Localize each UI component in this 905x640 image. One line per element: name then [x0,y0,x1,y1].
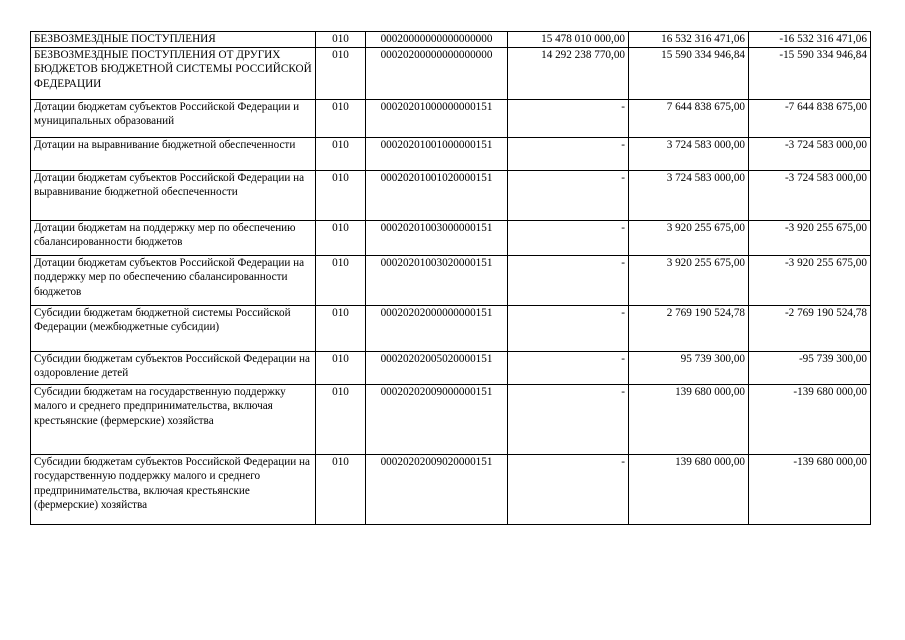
row-plan: - [508,351,629,384]
table-row [31,137,871,170]
row-kbk: 00020200000000000000 [366,47,508,99]
row-plan: 14 292 238 770,00 [508,47,629,99]
row-kbk: 00020000000000000000 [366,32,508,48]
table-row [31,255,871,305]
row-plan: - [508,454,629,524]
row-name: БЕЗВОЗМЕЗДНЫЕ ПОСТУПЛЕНИЯ [31,32,316,48]
row-code: 010 [316,170,366,220]
row-name: Дотации бюджетам субъектов Российской Федерации и муниципальных образований [31,99,316,137]
row-code: 010 [316,47,366,99]
table-row [31,220,871,255]
row-name: Дотации бюджетам субъектов Российской Федерации на выравнивание бюджетной обеспеченности [31,170,316,220]
row-name: Субсидии бюджетам субъектов Российской Федерации на государственную поддержку малого и среднего предпринимательства, включая крестьянские (фермерские) хозяйства [31,454,316,524]
row-name: Субсидии бюджетам на государственную поддержку малого и среднего предпринимательства, включая крестьянские (фермерские) хозяйства [31,384,316,454]
row-diff: -7 644 838 675,00 [749,99,871,137]
row-fact: 3 724 583 000,00 [629,137,749,170]
row-code: 010 [316,255,366,305]
row-name: БЕЗВОЗМЕЗДНЫЕ ПОСТУПЛЕНИЯ ОТ ДРУГИХ БЮДЖЕТОВ БЮДЖЕТНОЙ СИСТЕМЫ РОССИЙСКОЙ ФЕДЕРАЦИИ [31,47,316,99]
row-name: Дотации бюджетам на поддержку мер по обеспечению сбалансированности бюджетов [31,220,316,255]
row-code: 010 [316,32,366,48]
table-row [31,305,871,351]
table-row [31,454,871,524]
table-row [31,47,871,99]
row-fact: 3 920 255 675,00 [629,255,749,305]
row-diff: -139 680 000,00 [749,384,871,454]
row-diff: -139 680 000,00 [749,454,871,524]
row-diff: -95 739 300,00 [749,351,871,384]
row-diff: -3 920 255 675,00 [749,220,871,255]
row-diff: -2 769 190 524,78 [749,305,871,351]
row-diff: -16 532 316 471,06 [749,32,871,48]
row-name: Дотации на выравнивание бюджетной обеспеченности [31,137,316,170]
row-code: 010 [316,137,366,170]
row-name: Субсидии бюджетам субъектов Российской Федерации на оздоровление детей [31,351,316,384]
budget-table [30,31,871,525]
row-diff: -3 920 255 675,00 [749,255,871,305]
row-kbk: 00020201003020000151 [366,255,508,305]
row-plan: - [508,305,629,351]
row-kbk: 00020202009020000151 [366,454,508,524]
row-fact: 7 644 838 675,00 [629,99,749,137]
row-plan: - [508,384,629,454]
row-code: 010 [316,305,366,351]
row-fact: 2 769 190 524,78 [629,305,749,351]
row-diff: -3 724 583 000,00 [749,170,871,220]
row-fact: 3 724 583 000,00 [629,170,749,220]
table-row [31,170,871,220]
row-diff: -3 724 583 000,00 [749,137,871,170]
row-kbk: 00020201003000000151 [366,220,508,255]
table-row [31,99,871,137]
row-kbk: 00020201001020000151 [366,170,508,220]
row-kbk: 00020201001000000151 [366,137,508,170]
row-fact: 139 680 000,00 [629,454,749,524]
row-plan: - [508,220,629,255]
row-plan: - [508,170,629,220]
row-name: Дотации бюджетам субъектов Российской Федерации на поддержку мер по обеспечению сбалансированности бюджетов [31,255,316,305]
row-fact: 16 532 316 471,06 [629,32,749,48]
row-code: 010 [316,220,366,255]
table-row [31,32,871,48]
row-kbk: 00020202000000000151 [366,305,508,351]
row-plan: - [508,99,629,137]
row-fact: 15 590 334 946,84 [629,47,749,99]
row-code: 010 [316,351,366,384]
row-plan: - [508,137,629,170]
row-plan: - [508,255,629,305]
row-code: 010 [316,384,366,454]
row-code: 010 [316,99,366,137]
row-code: 010 [316,454,366,524]
row-plan: 15 478 010 000,00 [508,32,629,48]
row-diff: -15 590 334 946,84 [749,47,871,99]
row-fact: 139 680 000,00 [629,384,749,454]
row-fact: 95 739 300,00 [629,351,749,384]
row-kbk: 00020201000000000151 [366,99,508,137]
row-name: Субсидии бюджетам бюджетной системы Российской Федерации (межбюджетные субсидии) [31,305,316,351]
row-kbk: 00020202009000000151 [366,384,508,454]
row-fact: 3 920 255 675,00 [629,220,749,255]
table-row [31,384,871,454]
table-row [31,351,871,384]
row-kbk: 00020202005020000151 [366,351,508,384]
